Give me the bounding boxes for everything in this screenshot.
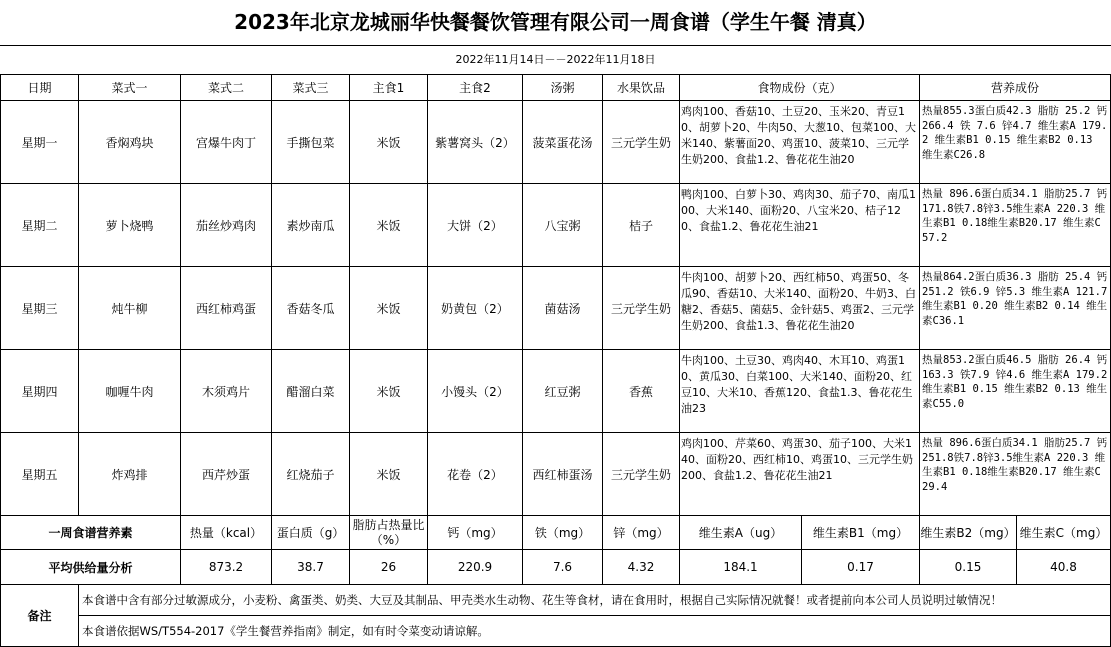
date-range: 2022年11月14日－－2022年11月18日 [455,53,656,66]
day-cell: 星期二 [1,184,79,267]
dish3-cell: 香菇冬瓜 [272,267,350,350]
average-value-cell: 26 [350,550,428,585]
dish3-cell: 手撕包菜 [272,101,350,184]
staple1-cell: 米饭 [350,184,428,267]
staple2-cell: 奶黄包（2） [428,267,523,350]
nutrition-cell: 热量853.2蛋白质46.5 脂肪 26.4 钙 163.3 铁7.9 锌4.6 维生素A 179.2 维生素B1 0.15 维生素B2 0.13 维生素C55.0 [920,350,1111,433]
soup-cell: 菌菇汤 [523,267,603,350]
header-cell: 水果饮品 [603,75,680,101]
soup-cell: 西红柿蛋汤 [523,433,603,516]
header-cell: 主食1 [350,75,428,101]
dish2-cell: 西红柿鸡蛋 [181,267,272,350]
soup-cell: 红豆粥 [523,350,603,433]
header-row [1,75,1111,101]
average-value-cell: 7.6 [523,550,603,585]
staple2-cell: 小馒头（2） [428,350,523,433]
header-cell: 菜式二 [181,75,272,101]
fruit-cell: 桔子 [603,184,680,267]
day-cell: 星期五 [1,433,79,516]
nutrition-cell: 热量 896.6蛋白质34.1 脂肪25.7 钙251.8铁7.8锌3.5维生素A 220.3 维生素B1 0.18维生素B20.17 维生素C 29.4 [920,433,1111,516]
ingredients-cell: 鸡肉100、香菇10、土豆20、玉米20、青豆10、胡萝卜20、牛肉50、大葱10、包菜100、大米140、紫薯面20、鸡蛋10、菠菜10、三元学生奶200、食盐1.2、鲁花花生油20 [680,101,920,184]
note-row [1,585,1111,616]
average-value-cell: 0.15 [920,550,1017,585]
nutrient-header-cell: 蛋白质（g） [272,516,350,550]
nutrition-cell: 热量864.2蛋白质36.3 脂肪 25.4 钙 251.2 铁6.9 锌5.3 维生素A 121.7 维生素B1 0.20 维生素B2 0.14 维生素C36.1 [920,267,1111,350]
fruit-cell: 三元学生奶 [603,433,680,516]
nutrient-header-row [1,516,1111,550]
average-value-cell: 4.32 [603,550,680,585]
staple1-cell: 米饭 [350,267,428,350]
average-value-cell: 40.8 [1017,550,1111,585]
day-cell: 星期四 [1,350,79,433]
nutrient-header-cell: 锌（mg） [603,516,680,550]
nutrient-header-cell: 脂肪占热量比（%） [350,516,428,550]
fruit-cell: 香蕉 [603,350,680,433]
average-value-cell: 38.7 [272,550,350,585]
dish3-cell: 醋溜白菜 [272,350,350,433]
average-value-cell: 873.2 [181,550,272,585]
average-value-cell: 184.1 [680,550,802,585]
staple2-cell: 大饼（2） [428,184,523,267]
staple2-cell: 花卷（2） [428,433,523,516]
nutrient-header-cell: 维生素B2（mg） [920,516,1017,550]
note-row [1,616,1111,647]
staple1-cell: 米饭 [350,350,428,433]
average-value-cell: 220.9 [428,550,523,585]
dish1-cell: 咖喱牛肉 [79,350,181,433]
day-row [1,433,1111,516]
day-row [1,267,1111,350]
nutrient-header-cell: 热量（kcal） [181,516,272,550]
average-value-cell: 0.17 [802,550,920,585]
header-cell: 营养成份 [920,75,1111,101]
header-cell: 汤粥 [523,75,603,101]
dish1-cell: 香焖鸡块 [79,101,181,184]
staple1-cell: 米饭 [350,433,428,516]
note-text: 本食谱中含有部分过敏源成分，小麦粉、禽蛋类、奶类、大豆及其制品、甲壳类水生动物、花生等食材，请在食用时，根据自己实际情况就餐！或者提前向本公司人员说明过敏情况！ [79,585,1111,616]
nutrient-header-cell: 维生素B1（mg） [802,516,920,550]
fruit-cell: 三元学生奶 [603,267,680,350]
soup-cell: 八宝粥 [523,184,603,267]
dish2-cell: 茄丝炒鸡肉 [181,184,272,267]
nutrient-header-cell: 铁（mg） [523,516,603,550]
day-row [1,101,1111,184]
header-cell: 菜式一 [79,75,181,101]
header-cell: 食物成份（克） [680,75,920,101]
nutrient-row-label: 一周食谱营养素 [1,516,181,550]
ingredients-cell: 鸡肉100、芹菜60、鸡蛋30、茄子100、大米140、面粉20、西红柿10、鸡蛋10、三元学生奶200、食盐1.2、鲁花花生油21 [680,433,920,516]
day-row [1,184,1111,267]
staple2-cell: 紫薯窝头（2） [428,101,523,184]
header-cell: 菜式三 [272,75,350,101]
ingredients-cell: 牛肉100、土豆30、鸡肉40、木耳10、鸡蛋10、黄瓜30、白菜100、大米140、面粉20、红豆10、大米10、香蕉120、食盐1.3、鲁花花生油23 [680,350,920,433]
ingredients-cell: 鸭肉100、白萝卜30、鸡肉30、茄子70、南瓜100、大米140、面粉20、八宝米20、桔子120、食盐1.2、鲁花花生油21 [680,184,920,267]
fruit-cell: 三元学生奶 [603,101,680,184]
dish2-cell: 宫爆牛肉丁 [181,101,272,184]
nutrition-cell: 热量855.3蛋白质42.3 脂肪 25.2 钙 266.4 铁 7.6 锌4.7 维生素A 179.2 维生素B1 0.15 维生素B2 0.13 维生素C26.8 [920,101,1111,184]
page-title: 2023年北京龙城丽华快餐餐饮管理有限公司一周食谱（学生午餐 清真） [0,0,1111,46]
nutrition-cell: 热量 896.6蛋白质34.1 脂肪25.7 钙171.8铁7.8锌3.5维生素A 220.3 维生素B1 0.18维生素B20.17 维生素C 57.2 [920,184,1111,267]
day-cell: 星期三 [1,267,79,350]
nutrient-header-cell: 维生素A（ug） [680,516,802,550]
ingredients-cell: 牛肉100、胡萝卜20、西红柿50、鸡蛋50、冬瓜90、香菇10、大米140、面粉20、牛奶3、白糖2、香菇5、菌菇5、金针菇5、鸡蛋2、三元学生奶200、食盐1.3、鲁花花生油20 [680,267,920,350]
dish2-cell: 木须鸡片 [181,350,272,433]
dish1-cell: 炸鸡排 [79,433,181,516]
soup-cell: 菠菜蛋花汤 [523,101,603,184]
weekly-menu-table [0,74,1111,647]
notes-label: 备注 [1,585,79,647]
staple1-cell: 米饭 [350,101,428,184]
dish1-cell: 萝卜烧鸭 [79,184,181,267]
header-cell: 日期 [1,75,79,101]
note-text: 本食谱依据WS/T554-2017《学生餐营养指南》制定，如有时令菜变动请谅解。 [79,616,1111,647]
dish3-cell: 素炒南瓜 [272,184,350,267]
nutrient-header-cell: 维生素C（mg） [1017,516,1111,550]
header-cell: 主食2 [428,75,523,101]
dish3-cell: 红烧茄子 [272,433,350,516]
average-row [1,550,1111,585]
dish2-cell: 西芹炒蛋 [181,433,272,516]
day-row [1,350,1111,433]
average-row-label: 平均供给量分析 [1,550,181,585]
nutrient-header-cell: 钙（mg） [428,516,523,550]
dish1-cell: 炖牛柳 [79,267,181,350]
day-cell: 星期一 [1,101,79,184]
